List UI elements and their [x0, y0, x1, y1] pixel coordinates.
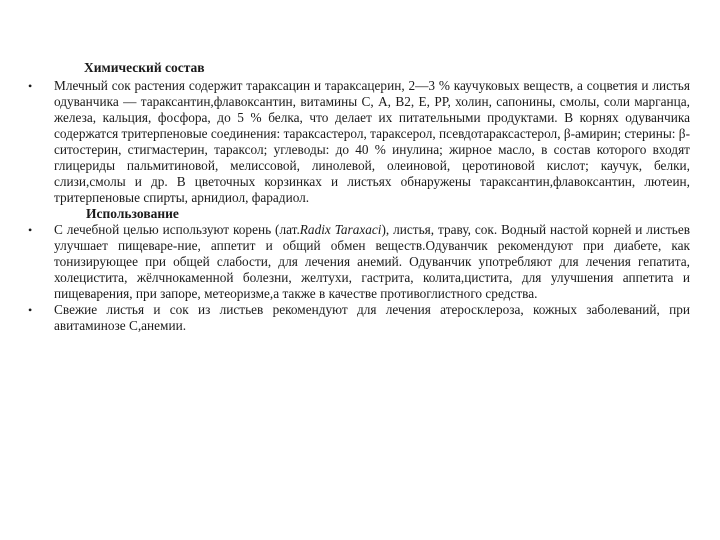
- slide-content: [22, 60, 690, 334]
- usage-text-end: ), листья, траву, сок. Водный настой корней и листьев улучшает пищеваре-ние, аппетит и общий обмен веществ.Одуванчик рекомендуют при диабете, как тонизирующее при общей слабости, для лечения анемий. Одуванчик употребляют для лечения гепатита, холецистита, жёлчнокаменной болезни, желтухи, гастрита, колита,цистита, для улучшения аппетита и пищеварения, при запоре, метеоризме,а также в качестве противоглистного средства.: [54, 222, 691, 301]
- fresh-leaves-text: Свежие листья и сок из листьев рекомендуют для лечения атеросклероза, кожных заболеваний, при авитаминозе С,анемии.: [54, 302, 690, 333]
- latin-name: Radix Taraxaci: [299, 222, 382, 237]
- chemical-composition-text: Млечный сок растения содержит тараксацин и тараксацерин, 2—3 % каучуковых веществ, а соцветия и листья одуванчика — тараксантин,флавоксантин, витамины С, А, В2, Е, РР, холин, сапонины, смолы, соли марганца, железа, кальция, фосфора, до 5 % белка, что делает их питательными продуктами. В корнях одуванчика содержатся тритерпеновые соединения: тараксастерол, тараксерол, псевдотараксастерол, β-амирин; стерины: β-ситостерин, стигмастерин, тараксол; углеводы: до 40 % инулина; жирное масло, в состав которого входят глицериды пальмитиновой, мелиссовой, линолевой, олеиновой, церотиновой кислот; каучук, белки, слизи,смолы и др. В цветочных корзинках и листьях обнаружены тараксантин,флавоксантин, лютеин, тритерпеновые спирты, арнидиол, фарадиол.: [54, 78, 691, 205]
- bullet-icon: •: [28, 303, 33, 317]
- bullet-icon: •: [28, 223, 33, 237]
- usage-text: [54, 222, 690, 302]
- fresh-leaves-item: [22, 302, 690, 334]
- bullet-icon: •: [28, 79, 33, 93]
- chemical-composition-heading: Химический состав: [84, 60, 205, 75]
- usage-heading: Использование: [86, 206, 179, 221]
- usage-item: [22, 222, 690, 302]
- usage-text-start: С лечебной целью используют корень (лат.: [54, 222, 300, 237]
- chemical-composition-item: [22, 78, 690, 206]
